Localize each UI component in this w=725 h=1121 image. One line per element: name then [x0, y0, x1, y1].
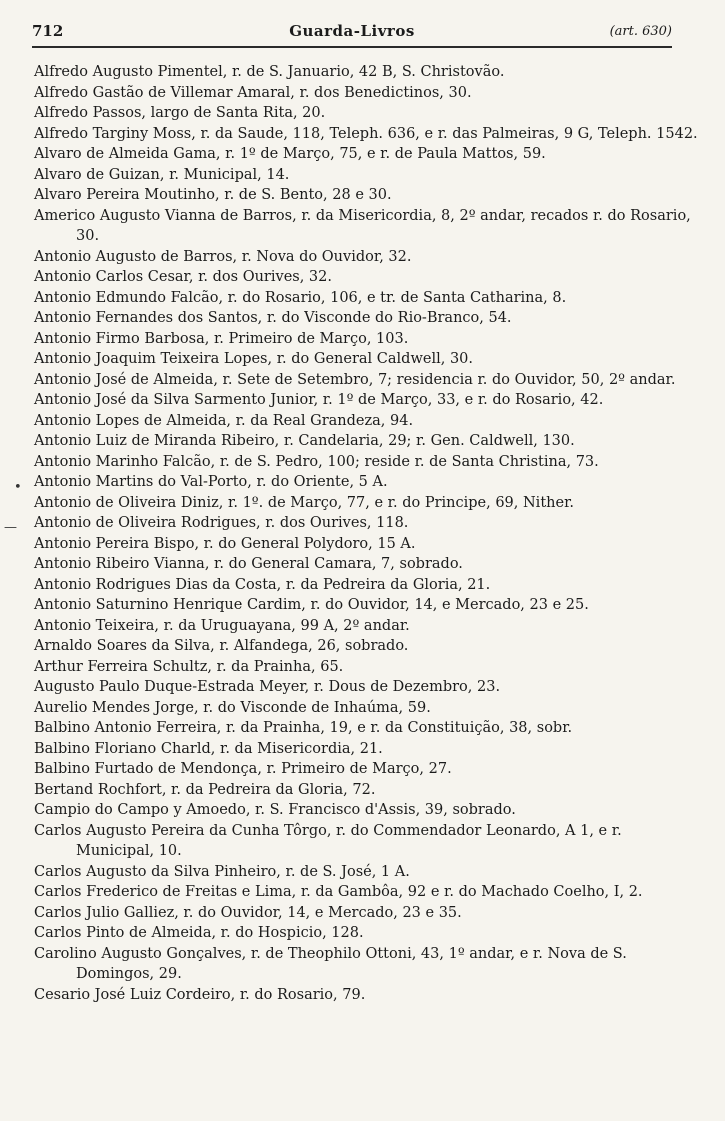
running-title: Guarda-Livros [289, 22, 415, 40]
directory-entry: Antonio Saturnino Henrique Cardim, r. do Ouvidor, 14, e Mercado, 23 e 25. [34, 597, 589, 613]
page-header [32, 20, 672, 48]
directory-entry: Antonio José da Silva Sarmento Junior, r. 1º de Março, 33, e r. do Rosario, 42. [34, 392, 604, 408]
directory-entry: Carlos Augusto Pereira da Cunha Tôrgo, r. do Commendador Leonardo, A 1, e r. Municipal, 10. [34, 822, 622, 859]
directory-entry: Balbino Floriano Charld, r. da Misericordia, 21. [34, 740, 383, 757]
directory-entry: Alvaro de Almeida Gama, r. 1º de Março, 75, e r. de Paula Mattos, 59. [34, 146, 546, 162]
directory-entry: Antonio de Oliveira Diniz, r. 1º. de Março, 77, e r. do Principe, 69, Nither. [34, 494, 575, 511]
directory-entry: Carlos Augusto da Silva Pinheiro, r. de S. José, 1 A. [34, 863, 410, 880]
directory-entry: Antonio Luiz de Miranda Ribeiro, r. Candelaria, 29; r. Gen. Caldwell, 130. [34, 433, 575, 449]
page-number: 712 [32, 22, 64, 40]
directory-entry: Antonio Ribeiro Vianna, r. do General Camara, 7, sobrado. [34, 556, 463, 572]
directory-entry: Aurelio Mendes Jorge, r. do Visconde de Inhaúma, 59. [34, 699, 431, 716]
directory-entry: Cesario José Luiz Cordeiro, r. do Rosario, 79. [34, 986, 366, 1003]
directory-entry: Carlos Pinto de Almeida, r. do Hospicio, 128. [34, 925, 364, 941]
directory-entry: Bertand Rochfort, r. da Pedreira da Gloria, 72. [34, 781, 376, 798]
directory-entry-list [34, 62, 704, 1005]
directory-entry: Antonio Lopes de Almeida, r. da Real Grandeza, 94. [34, 412, 414, 429]
directory-entry: Antonio Augusto de Barros, r. Nova do Ouvidor, 32. [34, 248, 412, 265]
directory-entry: Arnaldo Soares da Silva, r. Alfandega, 26, sobrado. [34, 638, 409, 654]
directory-entry: Alfredo Augusto Pimentel, r. de S. Januario, 42 B, S. Christovão. [34, 64, 505, 80]
directory-entry: Alfredo Targiny Moss, r. da Saude, 118, Teleph. 636, e r. das Palmeiras, 9 G, Teleph. 1542. [34, 125, 698, 142]
article-reference: (art. 630) [609, 24, 672, 39]
margin-bullet-mark: • [14, 480, 22, 495]
directory-entry: Carlos Frederico de Freitas e Lima, r. da Gambôa, 92 e r. do Machado Coelho, I, 2. [34, 884, 643, 900]
directory-entry: Alfredo Passos, largo de Santa Rita, 20. [34, 105, 326, 121]
directory-entry: Alvaro Pereira Moutinho, r. de S. Bento, 28 e 30. [34, 187, 392, 203]
directory-entry: Antonio de Oliveira Rodrigues, r. dos Ourives, 118. [34, 515, 409, 531]
directory-entry: Antonio Rodrigues Dias da Costa, r. da Pedreira da Gloria, 21. [34, 576, 491, 593]
directory-entry: Antonio Fernandes dos Santos, r. do Visconde do Rio-Branco, 54. [34, 310, 512, 326]
directory-entry: Antonio José de Almeida, r. Sete de Setembro, 7; residencia r. do Ouvidor, 50, 2º andar. [34, 371, 676, 388]
directory-entry: Antonio Firmo Barbosa, r. Primeiro de Março, 103. [34, 330, 409, 347]
directory-entry: Carolino Augusto Gonçalves, r. de Theophilo Ottoni, 43, 1º andar, e r. Nova de S. Domingos, 29. [34, 945, 627, 982]
directory-entry: Carlos Julio Galliez, r. do Ouvidor, 14, e Mercado, 23 e 35. [34, 904, 462, 921]
directory-entry: Alvaro de Guizan, r. Municipal, 14. [34, 166, 290, 183]
directory-entry: Antonio Martins do Val-Porto, r. do Oriente, 5 A. [34, 474, 388, 490]
directory-entry: Augusto Paulo Duque-Estrada Meyer, r. Dous de Dezembro, 23. [34, 679, 501, 695]
directory-entry: Alfredo Gastão de Villemar Amaral, r. dos Benedictinos, 30. [34, 84, 472, 101]
directory-entry: Antonio Marinho Falcão, r. de S. Pedro, 100; reside r. de Santa Christina, 73. [34, 453, 599, 470]
margin-pointer-mark: — [4, 520, 17, 535]
directory-entry: Antonio Edmundo Falcão, r. do Rosario, 106, e tr. de Santa Catharina, 8. [34, 289, 567, 306]
directory-entry: Balbino Furtado de Mendonça, r. Primeiro de Março, 27. [34, 761, 452, 777]
directory-entry: Antonio Carlos Cesar, r. dos Ourives, 32. [34, 269, 332, 285]
directory-entry: Arthur Ferreira Schultz, r. da Prainha, 65. [34, 658, 344, 675]
directory-entry: Antonio Pereira Bispo, r. do General Polydoro, 15 A. [34, 535, 416, 552]
directory-entry: Americo Augusto Vianna de Barros, r. da Misericordia, 8, 2º andar, recados r. do Rosario, 30. [34, 207, 691, 244]
directory-entry: Balbino Antonio Ferreira, r. da Prainha, 19, e r. da Constituição, 38, sobr. [34, 720, 573, 736]
directory-entry: Antonio Teixeira, r. da Uruguayana, 99 A, 2º andar. [34, 617, 410, 634]
directory-entry: Antonio Joaquim Teixeira Lopes, r. do General Caldwell, 30. [34, 351, 474, 367]
directory-entry: Campio do Campo y Amoedo, r. S. Francisco d'Assis, 39, sobrado. [34, 802, 516, 818]
